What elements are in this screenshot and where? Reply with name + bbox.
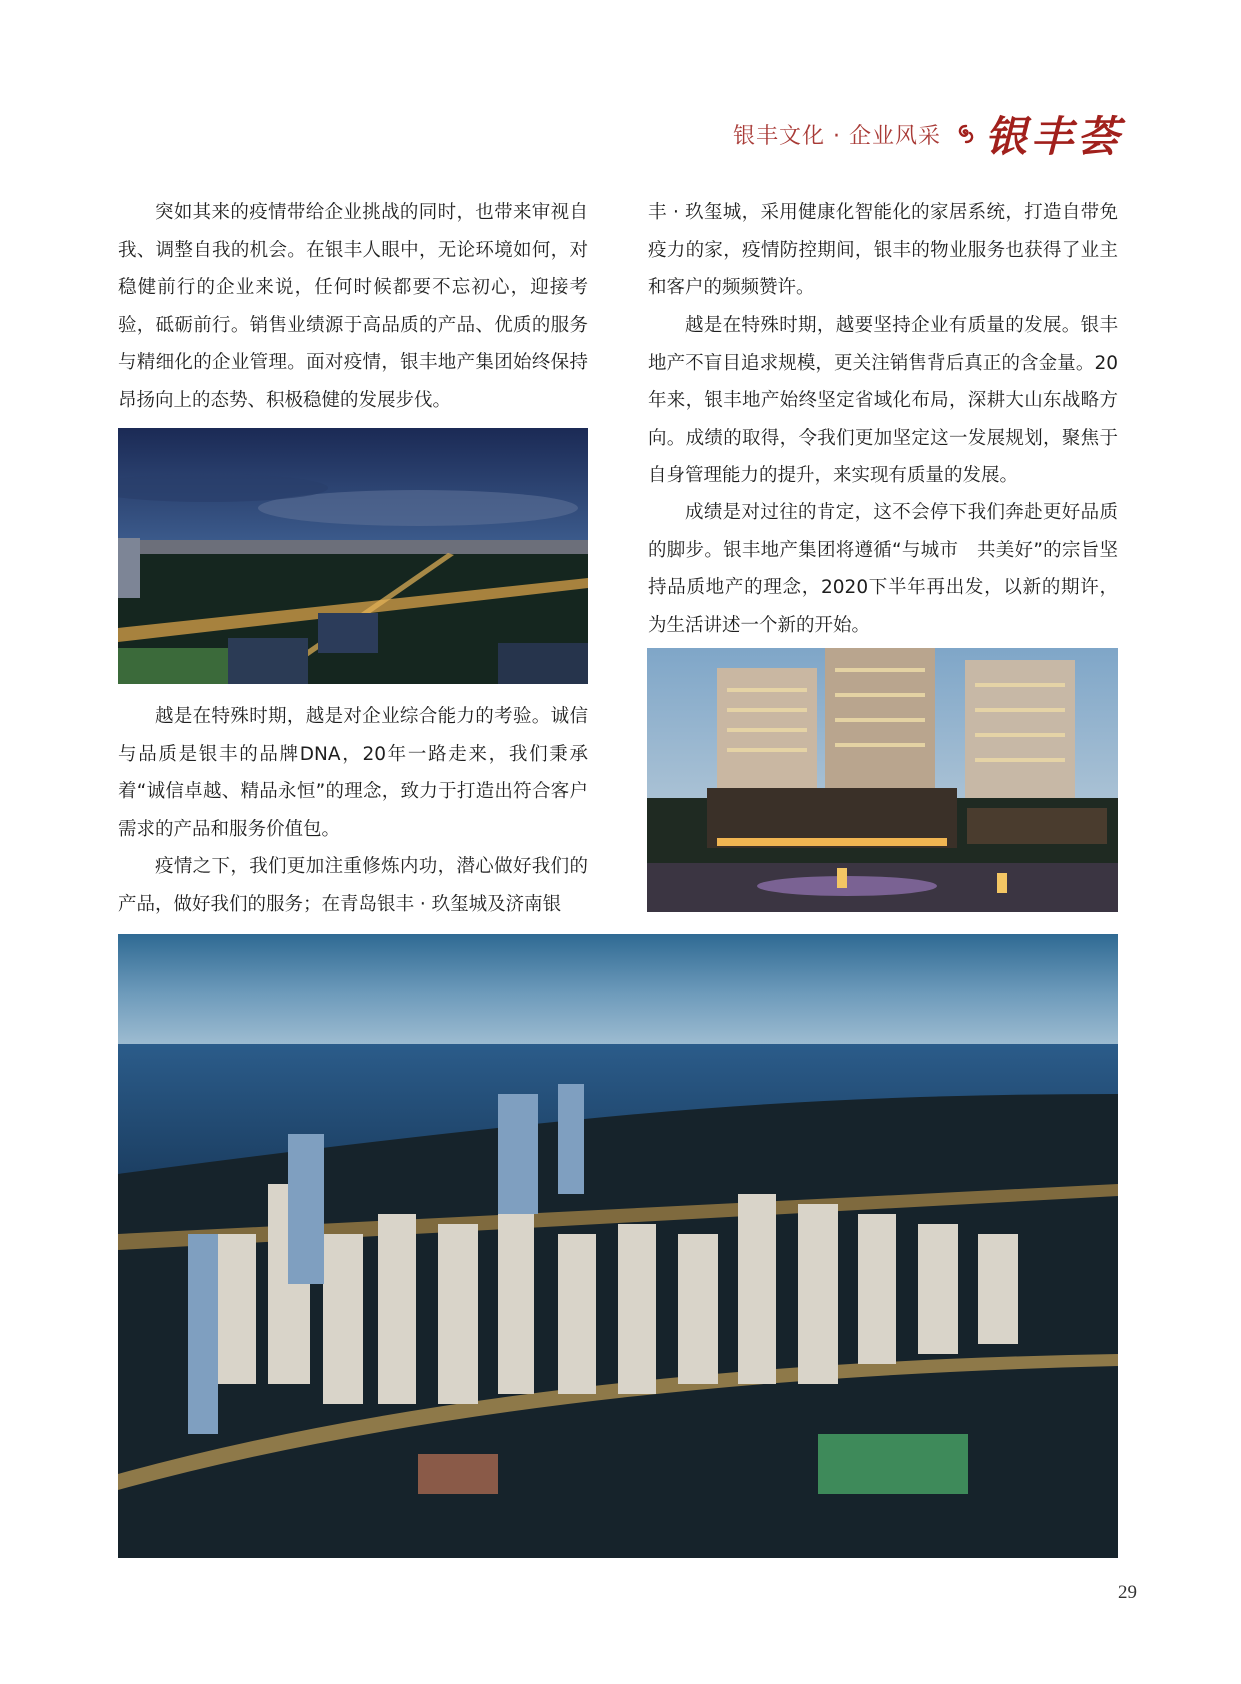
- paragraph-1: 突如其来的疫情带给企业挑战的同时，也带来审视自我、调整自我的机会。在银丰人眼中，无论环境如何，对稳健前行的企业来说，任何时候都要不忘初心，迎接考验，砥砺前行。销售业绩源于高品质的产品、优质的服务与精细化的企业管理。面对疫情，银丰地产集团始终保持昂扬向上的态势、积极稳健的发展步伐。: [118, 202, 588, 411]
- paragraph-4: 越是在特殊时期，越要坚持企业有质量的发展。银丰地产不盲目追求规模，更关注销售背后真正的含金量。20年来，银丰地产始终坚定省域化布局，深耕大山东战略方向。成绩的取得，令我们更加坚定这一发展规划，聚焦于自身管理能力的提升，来实现有质量的发展。: [648, 315, 1118, 486]
- residential-entrance-photo: [647, 648, 1118, 912]
- brand-logo-text: 银丰荟: [984, 112, 1123, 161]
- paragraph-3-continued: 丰 · 玖玺城，采用健康化智能化的家居系统，打造自带免疫力的家，疫情防控期间，银丰的物业服务也获得了业主和客户的频频赞许。: [648, 202, 1118, 298]
- paragraph-5: 成绩是对过往的肯定，这不会停下我们奔赴更好品质的脚步。银丰地产集团将遵循“与城市 共美好”的宗旨坚持品质地产的理念，2020下半年再出发，以新的期许，为生活讲述一个新的开始。: [648, 502, 1118, 636]
- coastal-development-aerial-photo: [118, 934, 1118, 1558]
- section-title: 银丰文化 · 企业风采: [733, 123, 941, 149]
- night-city-aerial-photo: [118, 428, 588, 684]
- paragraph-2: 越是在特殊时期，越是对企业综合能力的考验。诚信与品质是银丰的品牌DNA，20年一路走来，我们秉承着“诚信卓越、精品永恒”的理念，致力于打造出符合客户需求的产品和服务价值包。: [118, 706, 588, 840]
- brand-swirl-icon: [955, 123, 977, 145]
- paragraph-3: 疫情之下，我们更加注重修炼内功，潜心做好我们的产品，做好我们的服务；在青岛银丰 · 玖玺城及济南银: [118, 856, 588, 915]
- page-number: 29: [1118, 1582, 1137, 1603]
- page-header: [733, 104, 1123, 164]
